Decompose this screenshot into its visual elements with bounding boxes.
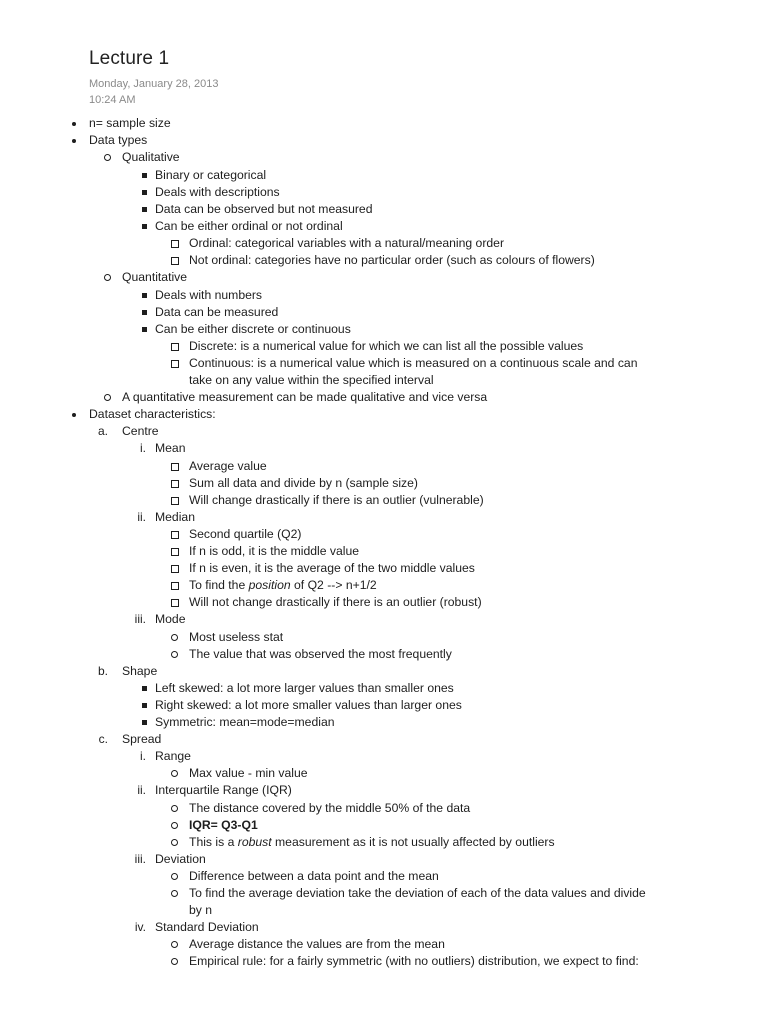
list-number: iii. xyxy=(134,852,146,866)
note-line xyxy=(0,509,768,526)
note-text-run: Symmetric: mean=mode=median xyxy=(155,715,335,729)
note-text xyxy=(155,321,351,338)
note-text-run: Spread xyxy=(122,732,162,746)
note-text xyxy=(189,475,418,492)
note-text-run: To find the average deviation take the deviation of each of the data values and divide xyxy=(189,886,646,900)
list-number: iii. xyxy=(134,612,146,626)
note-line xyxy=(0,868,768,885)
note-text-run: Will change drastically if there is an outlier (vulnerable) xyxy=(189,493,484,507)
note-text-run: This is a xyxy=(189,835,238,849)
page-title: Lecture 1 xyxy=(89,48,170,69)
note-text xyxy=(189,577,377,594)
note-line xyxy=(0,731,768,748)
note-text xyxy=(189,902,212,919)
note-text xyxy=(155,167,266,184)
note-text-run: Range xyxy=(155,749,191,763)
note-text xyxy=(189,543,359,560)
note-text xyxy=(189,526,301,543)
note-text-run: A quantitative measurement can be made qualitative and vice versa xyxy=(122,390,488,404)
note-line xyxy=(0,800,768,817)
note-text-run: Most useless stat xyxy=(189,630,284,644)
list-number: iv. xyxy=(134,920,146,934)
note-text-emphasis: robust xyxy=(237,835,272,849)
note-text xyxy=(189,355,638,372)
note-text-run: Average value xyxy=(189,459,267,473)
note-line xyxy=(0,885,768,902)
note-line xyxy=(0,817,768,834)
note-text-run: The value that was observed the most frequently xyxy=(189,647,452,661)
note-line xyxy=(0,338,768,355)
note-text-run: Qualitative xyxy=(122,150,180,164)
note-line xyxy=(0,287,768,304)
note-text-run: Average distance the values are from the mean xyxy=(189,937,445,951)
note-text-run: Not ordinal: categories have no particular order (such as colours of flowers) xyxy=(189,253,595,267)
note-line xyxy=(0,406,768,423)
note-text xyxy=(189,594,482,611)
note-text xyxy=(189,765,308,782)
note-text-run: Max value - min value xyxy=(189,766,308,780)
note-line xyxy=(0,475,768,492)
note-line xyxy=(0,321,768,338)
note-text-run: Data can be measured xyxy=(155,305,279,319)
list-number: c. xyxy=(98,732,108,746)
note-text xyxy=(155,714,335,731)
note-text-run: by n xyxy=(189,903,213,917)
list-number: i. xyxy=(140,749,146,763)
note-line xyxy=(0,440,768,457)
note-text xyxy=(155,509,195,526)
note-text-run: Centre xyxy=(122,424,159,438)
note-text xyxy=(155,201,372,218)
note-text-run: take on any value within the specified interval xyxy=(189,373,434,387)
note-text xyxy=(189,885,646,902)
note-text-run: Ordinal: categorical variables with a natural/meaning order xyxy=(189,236,505,250)
note-line xyxy=(0,389,768,406)
note-text-run: Continuous: is a numerical value which is measured on a continuous scale and can xyxy=(189,356,638,370)
note-text-run: Interquartile Range (IQR) xyxy=(155,783,292,797)
note-line xyxy=(0,919,768,936)
note-text xyxy=(189,953,639,970)
note-text xyxy=(155,184,280,201)
note-text xyxy=(155,851,206,868)
note-line xyxy=(0,902,768,919)
note-text xyxy=(189,646,452,663)
page-date: Monday, January 28, 2013 xyxy=(89,78,219,90)
note-text-run: The distance covered by the middle 50% of the data xyxy=(189,801,471,815)
note-text-run: Can be either ordinal or not ordinal xyxy=(155,219,343,233)
note-line xyxy=(0,218,768,235)
note-text xyxy=(155,748,191,765)
note-text xyxy=(155,680,454,697)
list-number: ii. xyxy=(137,510,146,524)
note-text xyxy=(189,817,258,834)
note-text-emphasis: position xyxy=(248,578,291,592)
note-line xyxy=(0,167,768,184)
note-line xyxy=(0,269,768,286)
list-number: b. xyxy=(97,664,108,678)
note-text-run: Sum all data and divide by n (sample size) xyxy=(189,476,418,490)
note-text xyxy=(189,868,439,885)
note-text-run: Mode xyxy=(155,612,186,626)
note-line xyxy=(0,355,768,372)
note-text xyxy=(155,919,259,936)
page-time: 10:24 AM xyxy=(89,94,136,106)
note-text-run: If n is odd, it is the middle value xyxy=(189,544,360,558)
note-line xyxy=(0,714,768,731)
note-line xyxy=(0,458,768,475)
note-line xyxy=(0,680,768,697)
note-text xyxy=(189,834,555,851)
note-text-run: IQR= Q3-Q1 xyxy=(189,818,258,832)
note-text xyxy=(89,406,216,423)
note-line xyxy=(0,304,768,321)
note-line xyxy=(0,782,768,799)
note-text xyxy=(189,372,434,389)
note-text-run: Deviation xyxy=(155,852,206,866)
note-line xyxy=(0,372,768,389)
note-line xyxy=(0,936,768,953)
note-text xyxy=(155,440,186,457)
note-text-run: Empirical rule: for a fairly symmetric (with no outliers) distribution, we expect to find: xyxy=(189,954,639,968)
note-line xyxy=(0,252,768,269)
note-line xyxy=(0,697,768,714)
note-text xyxy=(189,629,283,646)
note-line xyxy=(0,629,768,646)
note-text xyxy=(189,235,504,252)
note-text-run: Deals with descriptions xyxy=(155,185,280,199)
note-text xyxy=(189,252,595,269)
note-text xyxy=(155,697,462,714)
list-number: ii. xyxy=(137,783,146,797)
note-text xyxy=(189,458,267,475)
note-line xyxy=(0,201,768,218)
note-text-run: Will not change drastically if there is an outlier (robust) xyxy=(189,595,482,609)
note-text-run: Can be either discrete or continuous xyxy=(155,322,351,336)
note-line xyxy=(0,663,768,680)
note-text xyxy=(189,800,470,817)
note-text-run: Quantitative xyxy=(122,270,188,284)
note-text xyxy=(189,492,484,509)
note-text-run: n= sample size xyxy=(89,116,171,130)
note-line xyxy=(0,646,768,663)
note-text-run: Discrete: is a numerical value for which we can list all the possible values xyxy=(189,339,584,353)
note-text-run: Dataset characteristics: xyxy=(89,407,216,421)
note-line xyxy=(0,543,768,560)
note-text xyxy=(122,269,187,286)
note-text xyxy=(122,731,161,748)
list-number: i. xyxy=(140,441,146,455)
note-text-run: Deals with numbers xyxy=(155,288,263,302)
note-line xyxy=(0,765,768,782)
note-line xyxy=(0,132,768,149)
note-text-run: To find the xyxy=(189,578,249,592)
note-line xyxy=(0,577,768,594)
note-text xyxy=(89,115,171,132)
note-text xyxy=(189,338,583,355)
note-line xyxy=(0,184,768,201)
note-text xyxy=(155,782,292,799)
note-line xyxy=(0,611,768,628)
note-line xyxy=(0,115,768,132)
note-text-run: Difference between a data point and the mean xyxy=(189,869,439,883)
note-text xyxy=(155,287,262,304)
note-line xyxy=(0,423,768,440)
note-line xyxy=(0,834,768,851)
note-line xyxy=(0,526,768,543)
note-text xyxy=(189,936,445,953)
note-text-run: Second quartile (Q2) xyxy=(189,527,302,541)
note-text-run: Data can be observed but not measured xyxy=(155,202,373,216)
note-text-run: Data types xyxy=(89,133,148,147)
note-text-run: Left skewed: a lot more larger values than smaller ones xyxy=(155,681,454,695)
note-text-run: Mean xyxy=(155,441,186,455)
note-text-run: measurement as it is not usually affected by outliers xyxy=(271,835,555,849)
note-text xyxy=(155,218,343,235)
list-number: a. xyxy=(97,424,108,438)
note-text-run: If n is even, it is the average of the two middle values xyxy=(189,561,475,575)
note-line xyxy=(0,594,768,611)
note-text xyxy=(122,149,180,166)
note-text-run: Median xyxy=(155,510,195,524)
note-text-run: Standard Deviation xyxy=(155,920,259,934)
note-line xyxy=(0,235,768,252)
note-line xyxy=(0,560,768,577)
note-line xyxy=(0,492,768,509)
note-text xyxy=(122,423,159,440)
note-text-run: Binary or categorical xyxy=(155,168,267,182)
note-line xyxy=(0,149,768,166)
note-line xyxy=(0,748,768,765)
note-text-run: of Q2 --> n+1/2 xyxy=(290,578,377,592)
note-text xyxy=(189,560,475,577)
note-text xyxy=(122,663,157,680)
note-text xyxy=(122,389,487,406)
note-line xyxy=(0,953,768,970)
note-text-run: Right skewed: a lot more smaller values than larger ones xyxy=(155,698,462,712)
note-text xyxy=(155,304,278,321)
note-text-run: Shape xyxy=(122,664,158,678)
note-text xyxy=(155,611,186,628)
note-line xyxy=(0,851,768,868)
note-text xyxy=(89,132,147,149)
